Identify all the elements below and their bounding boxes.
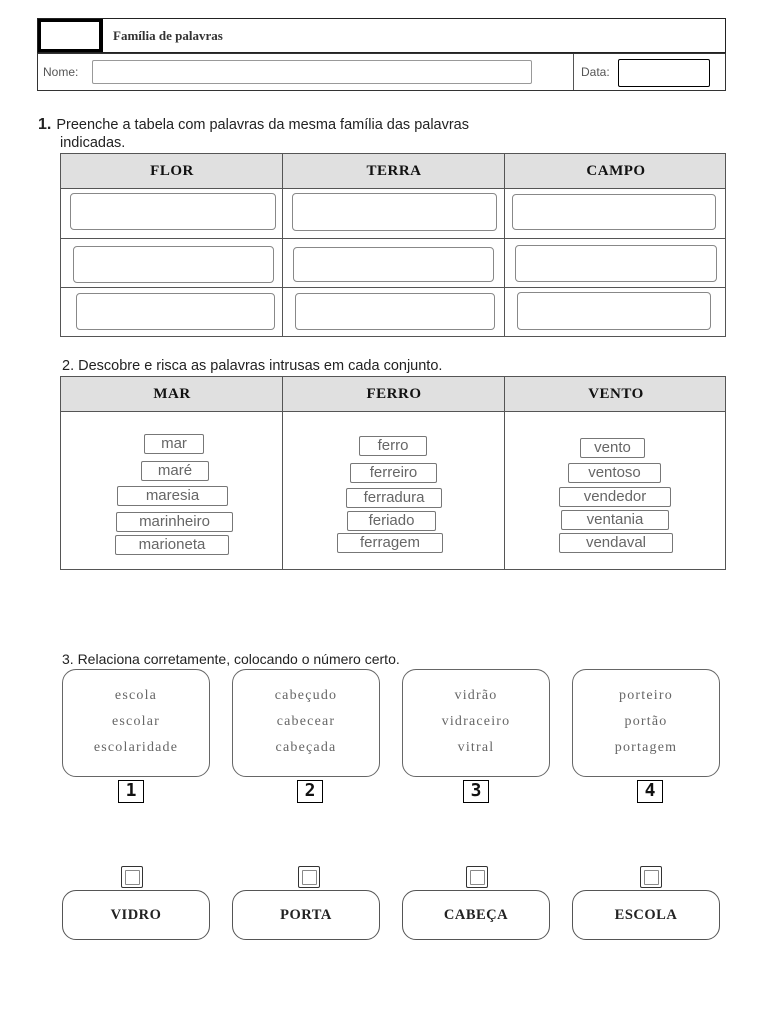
divider bbox=[504, 377, 505, 569]
word-card-1 bbox=[62, 669, 210, 777]
target-card-porta: PORTA bbox=[232, 890, 380, 940]
card-word: escola bbox=[114, 688, 158, 703]
q1-col-flor: FLOR bbox=[150, 162, 194, 179]
word-feriado[interactable]: feriado bbox=[347, 511, 436, 531]
q1-instructions bbox=[38, 116, 598, 152]
word-marioneta[interactable]: marioneta bbox=[115, 535, 229, 555]
card-word: escolaridade bbox=[93, 740, 179, 755]
word-ventania[interactable]: ventania bbox=[561, 510, 669, 530]
card-word: cabeçada bbox=[275, 740, 337, 755]
word-vento[interactable]: vento bbox=[580, 438, 645, 458]
q1-table bbox=[60, 153, 726, 337]
word-mar[interactable]: mar bbox=[144, 434, 204, 454]
worksheet-header bbox=[37, 18, 726, 53]
divider bbox=[282, 377, 283, 569]
target-card-vidro: VIDRO bbox=[62, 890, 210, 940]
answer-field[interactable] bbox=[73, 246, 274, 283]
q2-table-header bbox=[61, 377, 725, 412]
answer-field[interactable] bbox=[295, 293, 495, 330]
answer-field[interactable] bbox=[293, 247, 494, 282]
q2-col-vento: VENTO bbox=[588, 385, 644, 402]
q2-col-mar: MAR bbox=[153, 385, 191, 402]
q1-text-line1: Preenche a tabela com palavras da mesma família das palavras bbox=[56, 117, 469, 133]
word-ferro[interactable]: ferro bbox=[359, 436, 427, 456]
answer-field[interactable] bbox=[512, 194, 716, 230]
card-word: vidraceiro bbox=[441, 714, 511, 729]
divider bbox=[573, 54, 574, 90]
number-box-4: 4 bbox=[637, 780, 663, 803]
word-card-4 bbox=[572, 669, 720, 777]
answer-field[interactable] bbox=[292, 193, 497, 231]
card-word: porteiro bbox=[619, 688, 673, 703]
answer-field[interactable] bbox=[515, 245, 717, 282]
card-word: escolar bbox=[111, 714, 161, 729]
data-label: Data: bbox=[581, 65, 610, 79]
word-card-2 bbox=[232, 669, 380, 777]
answer-field[interactable] bbox=[76, 293, 275, 330]
worksheet-title: Família de palavras bbox=[113, 28, 223, 43]
divider bbox=[61, 287, 725, 288]
q2-instructions: 2. Descobre e risca as palavras intrusas em cada conjunto. bbox=[62, 358, 443, 374]
card-word: cabeçudo bbox=[274, 688, 338, 703]
q3-instructions: 3. Relaciona corretamente, colocando o número certo. bbox=[62, 651, 400, 667]
word-marinheiro[interactable]: marinheiro bbox=[116, 512, 233, 532]
target-card-escola: ESCOLA bbox=[572, 890, 720, 940]
header-black-box bbox=[38, 19, 103, 52]
card-word: cabecear bbox=[276, 714, 336, 729]
card-word: vidrão bbox=[454, 688, 498, 703]
word-mare[interactable]: maré bbox=[141, 461, 209, 481]
number-box-1: 1 bbox=[118, 780, 144, 803]
word-ferreiro[interactable]: ferreiro bbox=[350, 463, 437, 483]
card-word: portagem bbox=[614, 740, 678, 755]
word-maresia[interactable]: maresia bbox=[117, 486, 228, 506]
q1-col-terra: TERRA bbox=[366, 162, 422, 179]
q2-table bbox=[60, 376, 726, 570]
name-date-row bbox=[37, 53, 726, 91]
word-vendaval[interactable]: vendaval bbox=[559, 533, 673, 553]
q1-col-campo: CAMPO bbox=[586, 162, 646, 179]
divider bbox=[282, 154, 283, 336]
target-card-cabeca: CABEÇA bbox=[402, 890, 550, 940]
card-word: vitral bbox=[457, 740, 495, 755]
word-ferradura[interactable]: ferradura bbox=[346, 488, 442, 508]
answer-checkbox-4[interactable] bbox=[640, 866, 662, 888]
card-word: portão bbox=[624, 714, 668, 729]
answer-field[interactable] bbox=[517, 292, 711, 330]
word-ferragem[interactable]: ferragem bbox=[337, 533, 443, 553]
answer-checkbox-1[interactable] bbox=[121, 866, 143, 888]
divider bbox=[504, 154, 505, 336]
data-field[interactable] bbox=[618, 59, 710, 87]
divider bbox=[61, 238, 725, 239]
word-vendedor[interactable]: vendedor bbox=[559, 487, 671, 507]
word-card-3 bbox=[402, 669, 550, 777]
answer-checkbox-3[interactable] bbox=[466, 866, 488, 888]
q1-table-header bbox=[61, 154, 725, 189]
nome-field[interactable] bbox=[92, 60, 532, 84]
answer-field[interactable] bbox=[70, 193, 276, 230]
word-ventoso[interactable]: ventoso bbox=[568, 463, 661, 483]
nome-label: Nome: bbox=[43, 65, 79, 79]
q1-number: 1. bbox=[38, 116, 52, 133]
number-box-3: 3 bbox=[463, 780, 489, 803]
answer-checkbox-2[interactable] bbox=[298, 866, 320, 888]
q2-col-ferro: FERRO bbox=[366, 385, 422, 402]
number-box-2: 2 bbox=[297, 780, 323, 803]
q1-text-line2: indicadas. bbox=[60, 135, 126, 151]
